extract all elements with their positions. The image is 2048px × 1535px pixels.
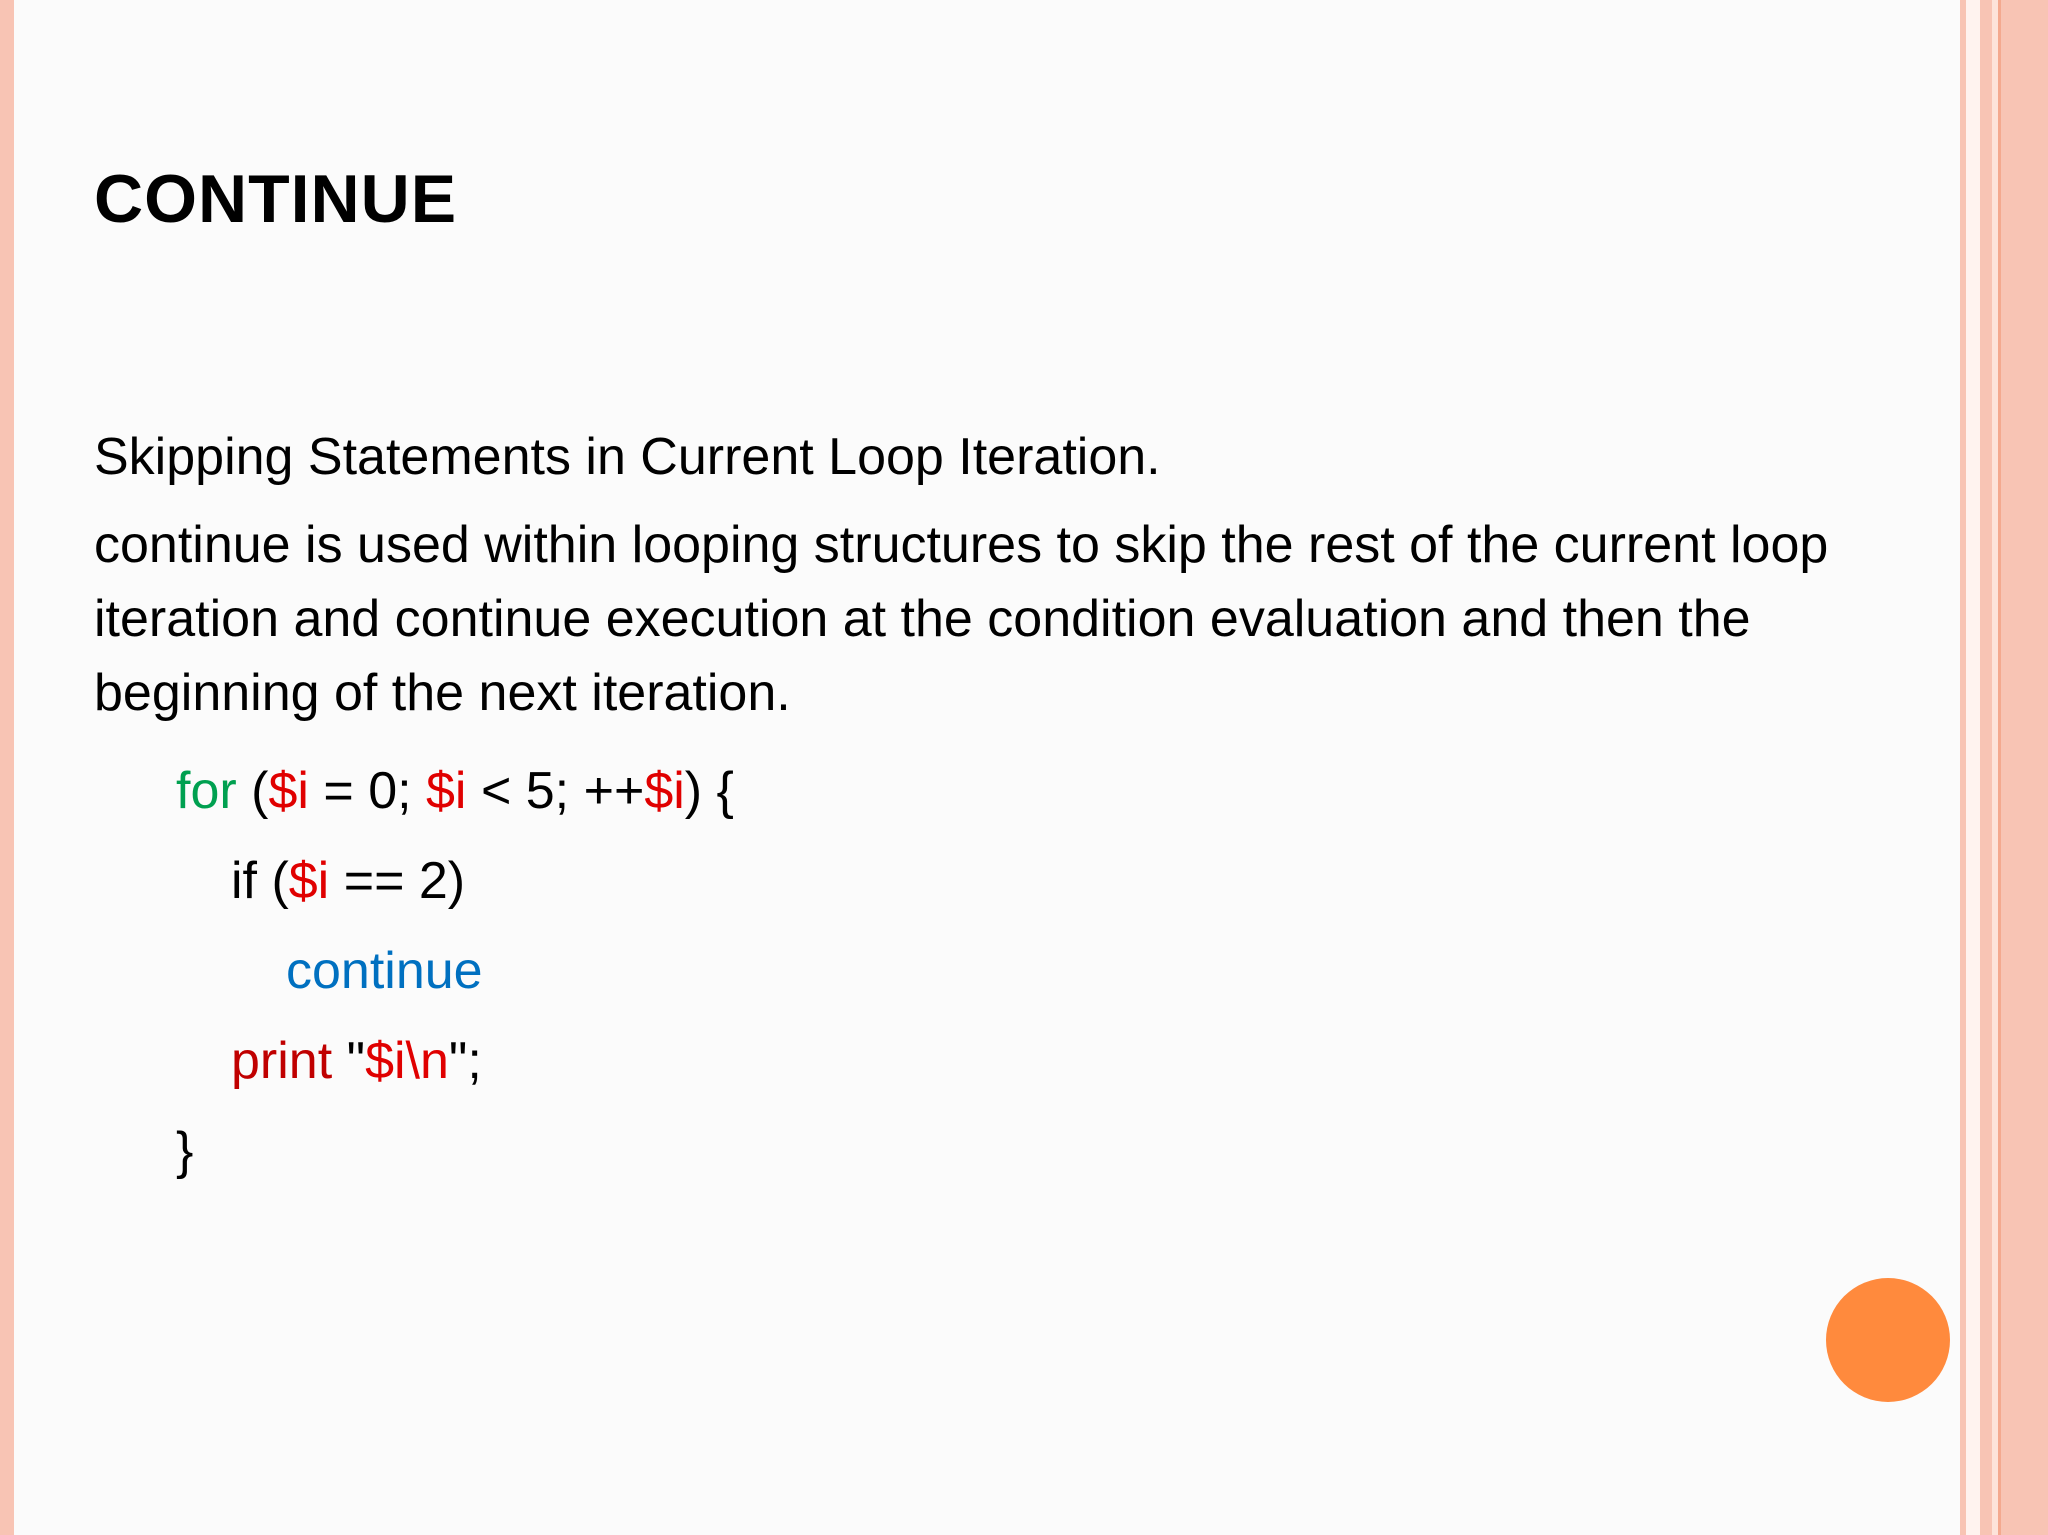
- code-line-if: [176, 836, 734, 926]
- code-punct: }: [176, 1122, 194, 1180]
- code-punct: = 0;: [308, 762, 427, 820]
- right-border-gap: [1966, 0, 1980, 1535]
- code-keyword-continue: continue: [286, 942, 483, 1000]
- code-variable: $i: [644, 762, 685, 820]
- code-line-print: [176, 1016, 734, 1106]
- code-punct: ": [332, 1032, 366, 1090]
- code-line-close: [176, 1106, 734, 1196]
- code-variable: $i\n: [365, 1032, 449, 1090]
- code-keyword-print: print: [231, 1032, 333, 1090]
- code-punct: if (: [231, 852, 289, 910]
- code-keyword-for: for: [176, 762, 237, 820]
- right-border-stripe: [2001, 0, 2048, 1535]
- code-line-continue: [176, 926, 734, 1016]
- slide-subtitle: Skipping Statements in Current Loop Iteration.: [94, 428, 1161, 486]
- decorative-dot: [1826, 1278, 1950, 1402]
- code-line-for: [176, 746, 734, 836]
- slide-description: continue is used within looping structures to skip the rest of the current loop iteration and continue execution at the condition evaluation and then the beginning of the next iteration.: [94, 516, 1829, 722]
- slide-body: [94, 420, 1914, 744]
- code-variable: $i: [288, 852, 330, 910]
- code-punct: < 5; ++: [466, 762, 645, 820]
- slide-title: CONTINUE: [94, 161, 458, 237]
- code-punct: ) {: [684, 762, 734, 820]
- code-variable: $i: [268, 762, 309, 820]
- code-punct: (: [236, 762, 269, 820]
- code-variable: $i: [426, 762, 467, 820]
- code-punct: == 2): [329, 852, 466, 910]
- code-punct: ";: [448, 1032, 482, 1090]
- right-border-stripe: [1980, 0, 1992, 1535]
- code-block: [176, 746, 734, 1196]
- left-border: [0, 0, 14, 1535]
